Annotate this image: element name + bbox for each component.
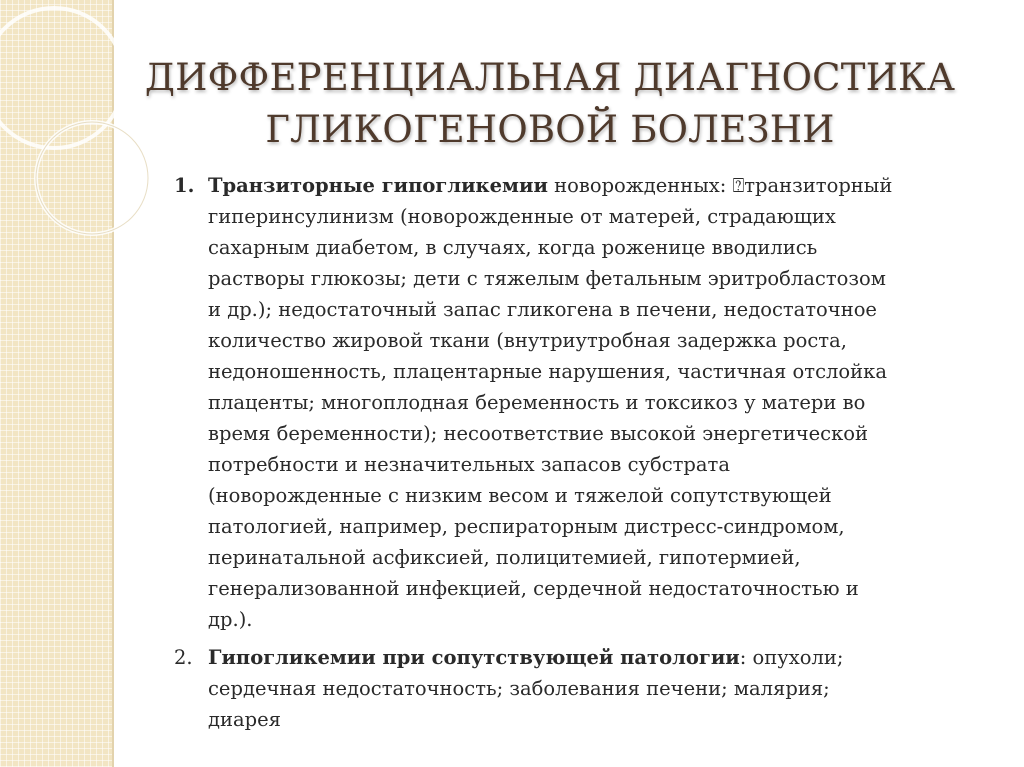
text-line: недоношенность, плацентарные нарушения, частичная отслойка [208, 360, 887, 383]
text-line: (новорожденные с низким весом и тяжелой сопутствующей [208, 484, 832, 507]
list-item-number: 2. [174, 646, 193, 669]
slide-title [120, 52, 980, 156]
decorative-ring-large [0, 8, 124, 148]
slide-content [174, 170, 1004, 735]
text-line: сердечная недостаточность; заболевания печени; малярия; [208, 677, 830, 700]
list-item-2 [174, 642, 1004, 735]
text-line: количество жировой ткани (внутриутробная задержка роста, [208, 329, 847, 352]
bold-term: Гипогликемии при сопутствующей патологии [208, 646, 740, 669]
text-line: диарея [208, 708, 281, 731]
text-line: генерализованной инфекцией, сердечной недостаточностью и [208, 577, 859, 600]
text-line: время беременности); несоответствие высокой энергетической [208, 422, 868, 445]
text-line: плаценты; многоплодная беременность и токсикоз у матери во [208, 391, 866, 414]
text-line: и др.); недостаточный запас гликогена в печени, недостаточное [208, 298, 877, 321]
text-line: гиперинсулинизм (новорожденные от матерей, страдающих [208, 205, 836, 228]
list-item-body [208, 642, 1004, 735]
text-line [208, 642, 1004, 673]
text-line: сахарным диабетом, в случаях, когда роженице вводились [208, 236, 818, 259]
bold-term: Транзиторные гипогликемии [208, 174, 548, 197]
slide-title-line-2: ГЛИКОГЕНОВОЙ БОЛЕЗНИ [265, 108, 835, 151]
text-fragment: : опухоли; [739, 646, 844, 669]
text-line: др.). [208, 608, 253, 631]
text-line: растворы глюкозы; дети с тяжелым фетальным эритробластозом [208, 267, 886, 290]
text-line [208, 170, 1004, 201]
slide-title-line-1: ДИФФЕРЕНЦИАЛЬНАЯ ДИАГНОСТИКА [144, 56, 956, 99]
list-item-1 [174, 170, 1004, 635]
text-line: перинатальной асфиксией, полицитемией, гипотермией, [208, 546, 801, 569]
list-item-body [208, 170, 1004, 635]
text-line: потребности и незначительных запасов субстрата [208, 453, 730, 476]
text-fragment: новорожденных: ⍰транзиторный [547, 174, 893, 197]
text-line: патологией, например, респираторным дистресс-синдромом, [208, 515, 845, 538]
list-item-number: 1. [174, 174, 195, 197]
